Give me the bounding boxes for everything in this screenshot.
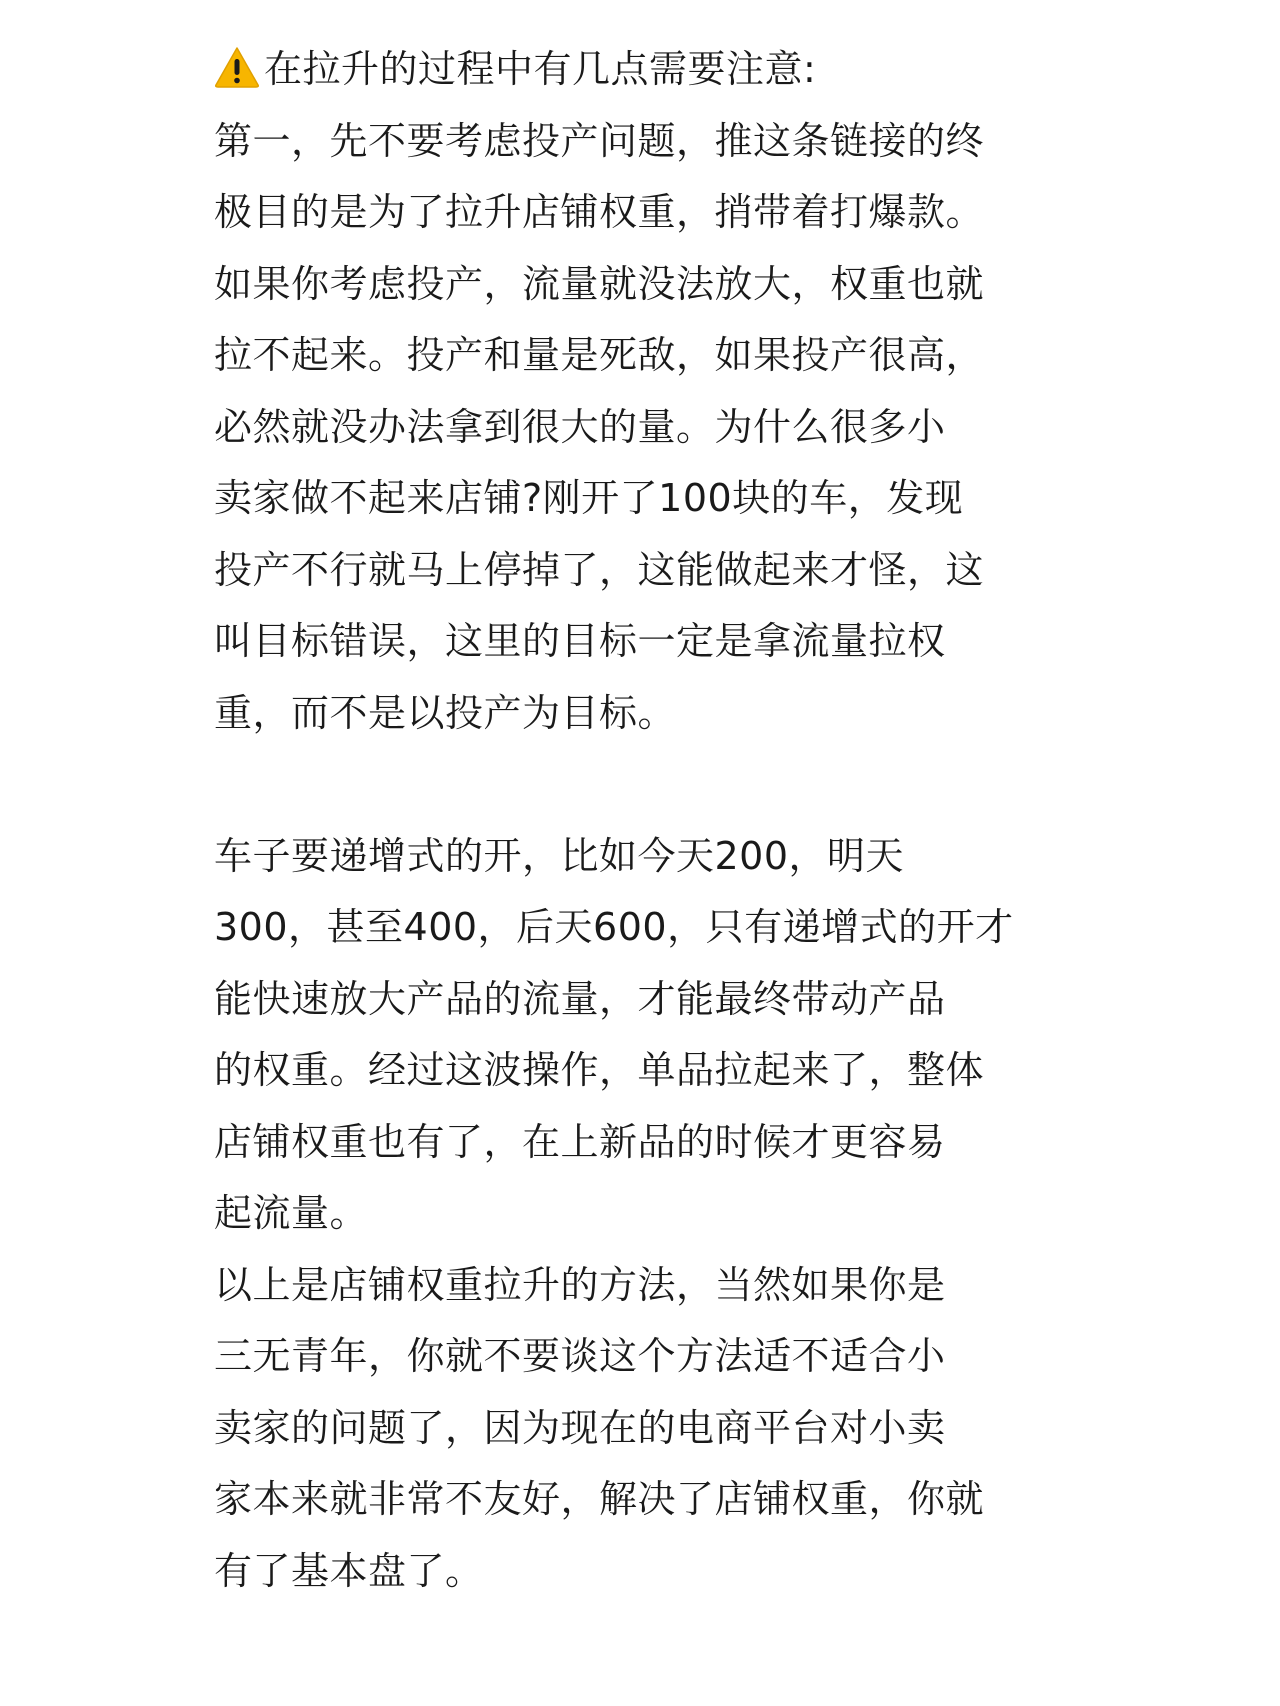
paragraph-line: 极目的是为了拉升店铺权重，捎带着打爆款。 xyxy=(214,190,985,234)
paragraph-line: 300，甚至400，后天600，只有递增式的开才 xyxy=(214,905,1014,949)
paragraph-line: 起流量。 xyxy=(214,1191,369,1235)
paragraph-2 xyxy=(214,821,1094,1250)
paragraph-line: 拉不起来。投产和量是死敌，如果投产很高， xyxy=(214,333,985,377)
paragraph-3 xyxy=(214,1250,1094,1608)
paragraph-line: 卖家做不起来店铺?刚开了100块的车，发现 xyxy=(214,476,964,520)
paragraph-line: 投产不行就马上停掉了，这能做起来才怪，这 xyxy=(214,547,985,592)
article-body xyxy=(214,34,1094,1607)
paragraph-line: 如果你考虑投产，流量就没法放大，权重也就 xyxy=(214,261,985,306)
paragraph-line: 叫目标错误，这里的目标一定是拿流量拉权 xyxy=(214,619,946,663)
paragraph-line: 店铺权重也有了，在上新品的时候才更容易 xyxy=(214,1119,946,1164)
paragraph-line: 有了基本盘了。 xyxy=(214,1548,484,1593)
heading-line xyxy=(214,34,1094,106)
paragraph-line: 重，而不是以投产为目标。 xyxy=(214,690,677,735)
paragraph-line: 家本来就非常不友好，解决了店铺权重，你就 xyxy=(214,1477,985,1521)
paragraph-line: 必然就没办法拿到很大的量。为什么很多小 xyxy=(214,404,946,449)
paragraph-line: 以上是店铺权重拉升的方法，当然如果你是 xyxy=(214,1262,946,1307)
paragraph-line: 三无青年，你就不要谈这个方法适不适合小 xyxy=(214,1334,946,1378)
paragraph-line: 能快速放大产品的流量，才能最终带动产品 xyxy=(214,976,946,1021)
heading-text: 在拉升的过程中有几点需要注意: xyxy=(264,47,817,91)
paragraph-line: 第一，先不要考虑投产问题，推这条链接的终 xyxy=(214,118,985,163)
paragraph-1 xyxy=(214,106,1094,750)
paragraph-line: 卖家的问题了，因为现在的电商平台对小卖 xyxy=(214,1405,946,1450)
paragraph-spacer xyxy=(214,749,1094,821)
warning-icon xyxy=(214,46,260,88)
paragraph-line: 的权重。经过这波操作，单品拉起来了，整体 xyxy=(214,1048,985,1092)
paragraph-line: 车子要递增式的开，比如今天200，明天 xyxy=(214,833,905,878)
